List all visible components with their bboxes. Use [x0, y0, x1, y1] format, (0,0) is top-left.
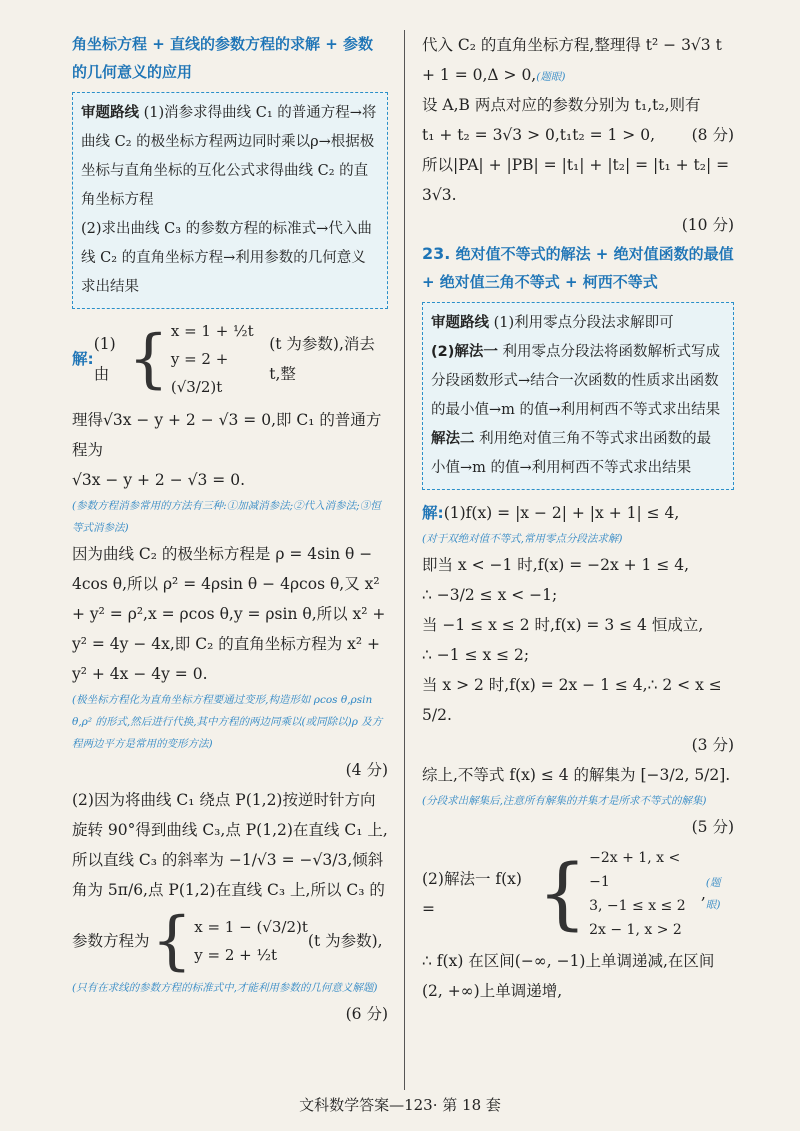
text-line: 综上,不等式 f(x) ≤ 4 的解集为 [−3/2, 5/2]. — [422, 766, 731, 784]
system-prefix: 参数方程为 — [72, 932, 150, 950]
system-line: x = 1 + ½t — [170, 322, 254, 340]
analysis-text-3: 利用绝对值三角不等式求出函数的最小值→m 的值→利用柯西不等式求出结果 — [431, 431, 712, 476]
annotation-note: (只有在求线的参数方程的标准式中,才能利用参数的几何意义解题) — [72, 982, 378, 994]
annotation-note: (题眼) — [536, 71, 566, 83]
equation-system-2 — [72, 904, 388, 978]
piecewise-function — [422, 846, 734, 942]
text-line: ∴ f(x) 在区间(−∞, −1)上单调递减,在区间(2, +∞)上单调递增, — [422, 952, 715, 1000]
score-label: (5 分) — [691, 818, 734, 836]
system-suffix: , — [700, 885, 706, 903]
system-suffix: (t 为参数), — [307, 932, 383, 950]
score-label: (6 分) — [345, 1005, 388, 1023]
text-line: √3x − y + 2 − √3 = 0. — [72, 471, 245, 489]
system-line: 3, −1 ≤ x ≤ 2 — [589, 898, 686, 914]
annotation-note: (题眼) — [705, 877, 721, 911]
system-prefix: (2)解法一 f(x) = — [422, 870, 522, 918]
annotation-note: (参数方程消参常用的方法有三种:①加减消参法;②代入消参法;③恒等式消参法) — [72, 500, 381, 534]
score-label: (10 分) — [681, 216, 734, 234]
analysis-text-2: (2)求出曲线 C₃ 的参数方程的标准式→代入曲线 C₂ 的直角坐标方程→利用参数的几何意义求出结果 — [81, 221, 372, 295]
text-line: 当 x > 2 时,f(x) = 2x − 1 ≤ 4,∴ 2 < x ≤ 5/2. — [422, 676, 722, 724]
analysis-label: 审题路线 — [81, 105, 139, 121]
question-number: 23. — [422, 244, 451, 263]
equation-system-1 — [72, 317, 388, 401]
column-divider — [404, 30, 405, 1090]
solution-label: 解: — [422, 504, 444, 522]
text-line: 所以|PA| + |PB| = |t₁| + |t₂| = |t₁ + t₂| = 3√3. — [422, 156, 730, 204]
system-line: x = 1 − (√3/2)t — [194, 918, 308, 936]
solution-prefix: (1)由 — [93, 335, 116, 383]
system-line: 2x − 1, x > 2 — [589, 922, 682, 938]
brace-icon: { — [151, 904, 193, 978]
analysis-label: 审题路线 — [431, 315, 489, 331]
text-line: 代入 C₂ 的直角坐标方程,整理得 t² − 3√3 t + 1 = 0,Δ > 0, — [422, 36, 722, 84]
system-suffix: (t 为参数),消去 t,整 — [269, 335, 375, 383]
solution-label: 解: — [72, 350, 94, 368]
section-heading: 角坐标方程 + 直线的参数方程的求解 + 参数的几何意义的应用 — [72, 35, 374, 81]
right-column — [422, 30, 734, 1006]
annotation-note: (极坐标方程化为直角坐标方程要通过变形,构造形如 ρcos θ,ρsin θ,ρ² 的形式,然后进行代换,其中方程的两边同乘以(或同除以)ρ 及方程两边平方是常用的变形方法) — [72, 694, 383, 750]
text-line: t₁ + t₂ = 3√3 > 0,t₁t₂ = 1 > 0, — [422, 126, 656, 144]
system-line: y = 2 + (√3/2)t — [170, 350, 229, 396]
heading-text: 绝对值不等式的解法 + 绝对值函数的最值 + 绝对值三角不等式 + 柯西不等式 — [422, 245, 734, 291]
text-line: 即当 x < −1 时,f(x) = −2x + 1 ≤ 4, — [422, 556, 690, 574]
annotation-note: (对于双绝对值不等式,常用零点分段法求解) — [422, 533, 623, 545]
paragraph: (2)因为将曲线 C₁ 绕点 P(1,2)按逆时针方向旋转 90°得到曲线 C₃,点 P(1,2)在直线 C₁ 上,所以直线 C₃ 的斜率为 −1/√3 = −√3/3,倾斜角为 5π/6,点 P(1,2)在直线 C₃ 上,所以 C₃ 的 — [72, 791, 388, 899]
score-label: (8 分) — [691, 126, 734, 144]
paragraph: 因为曲线 C₂ 的极坐标方程是 ρ = 4sin θ − 4cos θ,所以 ρ² = 4ρsin θ − 4ρcos θ,又 x² + y² = ρ²,x = ρcos θ,y = ρsin θ,所以 x² + y² = 4y − 4x,即 C₂ 的直角坐标方程为 x² + y² + 4x − 4y = 0. — [72, 545, 386, 683]
score-label: (3 分) — [691, 736, 734, 754]
method-label: (2)解法一 — [431, 344, 498, 360]
analysis-box — [422, 302, 734, 490]
brace-icon: { — [537, 849, 588, 939]
annotation-note: (分段求出解集后,注意所有解集的并集才是所求不等式的解集) — [422, 795, 707, 807]
analysis-text-1: (1)消参求得曲线 C₁ 的普通方程→将曲线 C₂ 的极坐标方程两边同时乘以ρ→根据极坐标与直角坐标的互化公式求得曲线 C₂ 的直角坐标方程 — [81, 105, 377, 208]
text-line: 理得√3x − y + 2 − √3 = 0,即 C₁ 的普通方程为 — [72, 411, 382, 459]
page-footer: 文科数学答案—123· 第 18 套 — [299, 1096, 501, 1114]
brace-icon: { — [128, 322, 169, 396]
left-column — [72, 30, 388, 1029]
system-line: −2x + 1, x < −1 — [589, 850, 681, 890]
analysis-box — [72, 92, 388, 309]
text-line: (1)f(x) = |x − 2| + |x + 1| ≤ 4, — [443, 504, 680, 522]
section-heading — [422, 240, 734, 296]
text-line: ∴ −3/2 ≤ x < −1; — [422, 586, 558, 604]
text-line: 当 −1 ≤ x ≤ 2 时,f(x) = 3 ≤ 4 恒成立, — [422, 616, 704, 634]
analysis-text-1: (1)利用零点分段法求解即可 — [493, 315, 674, 331]
system-line: y = 2 + ½t — [194, 946, 278, 964]
text-line: ∴ −1 ≤ x ≤ 2; — [422, 646, 530, 664]
text-line: 设 A,B 两点对应的参数分别为 t₁,t₂,则有 — [422, 96, 701, 114]
score-label: (4 分) — [345, 761, 388, 779]
method-label: 解法二 — [431, 431, 475, 447]
analysis-text-2: 利用零点分段法将函数解析式写成分段函数形式→结合一次函数的性质求出函数的最小值→m 的值→利用柯西不等式求出结果 — [431, 344, 721, 418]
